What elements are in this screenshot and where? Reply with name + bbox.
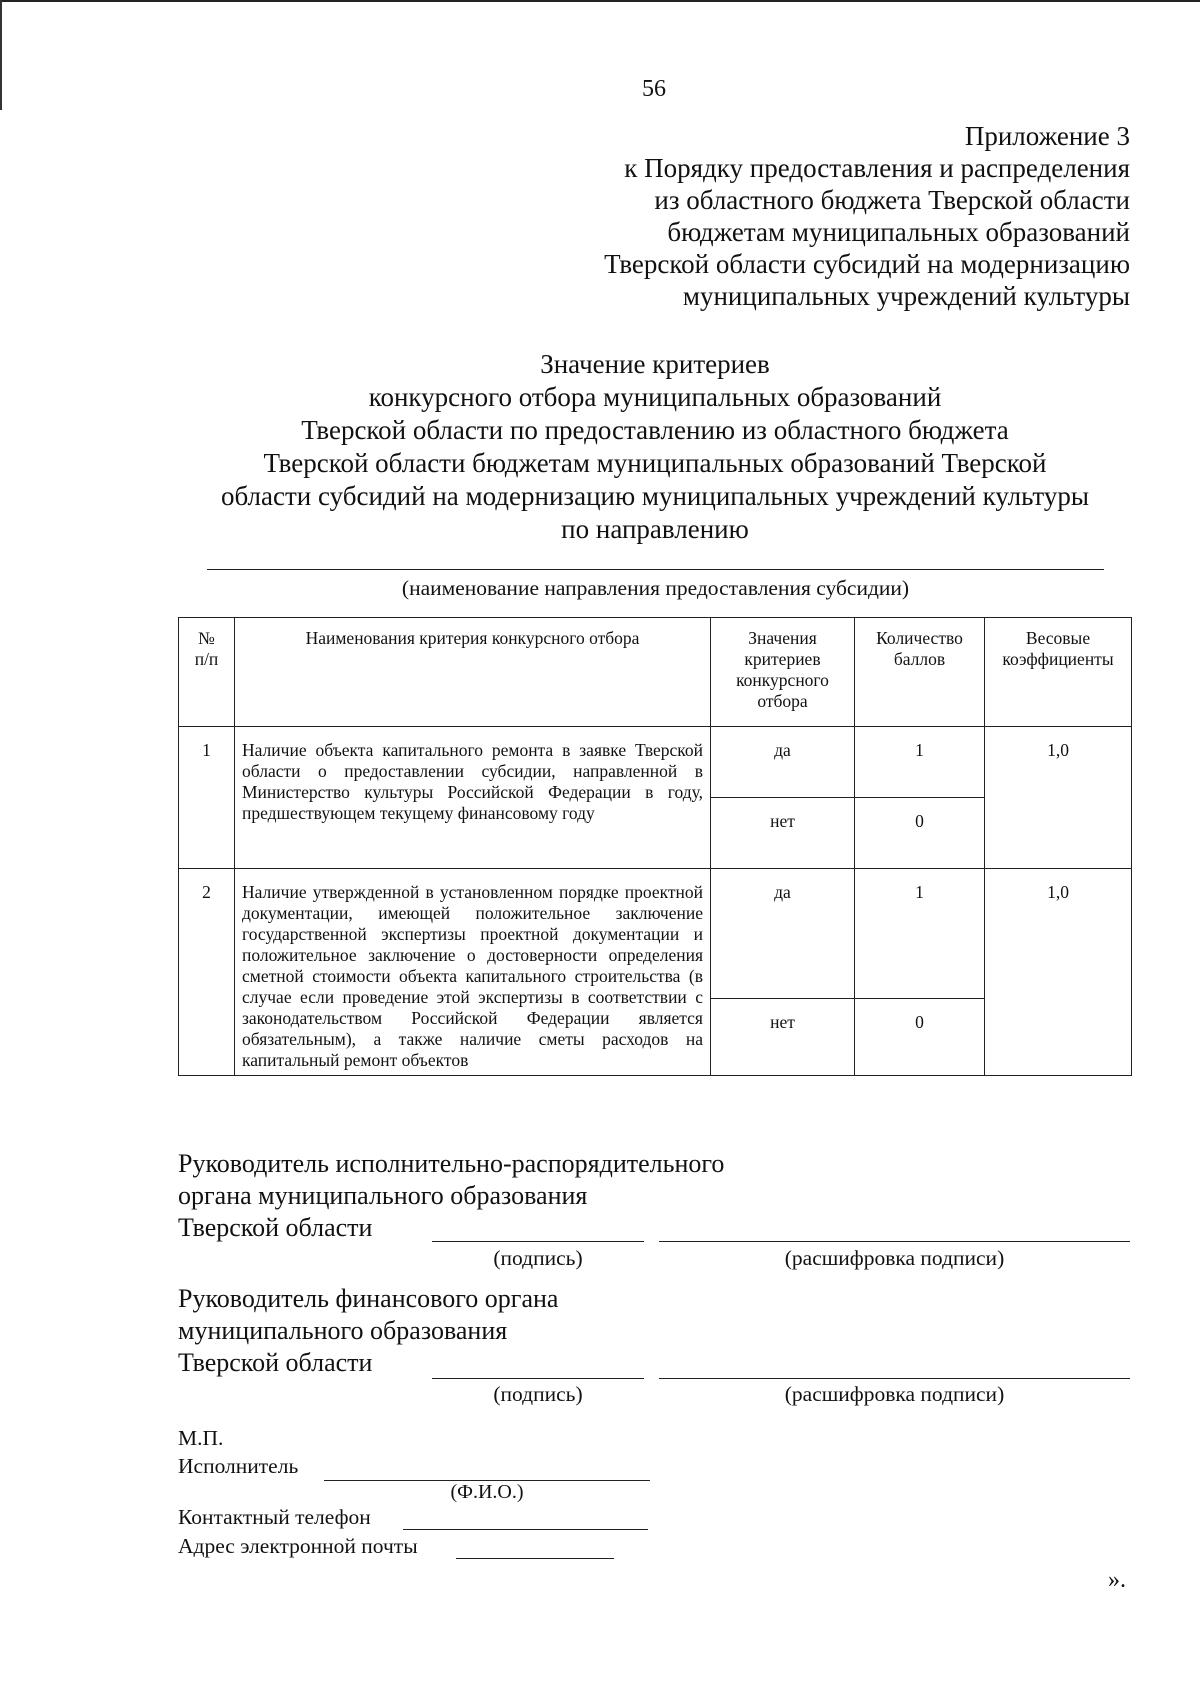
email-label: Адрес электронной почты <box>178 1534 418 1558</box>
criterion-score: 1 <box>855 869 985 999</box>
criterion-score: 1 <box>855 727 985 798</box>
title-line: Тверской области бюджетам муниципальных образований Тверской <box>263 448 1047 478</box>
criterion-value: да <box>711 869 855 999</box>
decoding-caption: (расшифровка подписи) <box>784 1382 1005 1406</box>
direction-caption: (наименование направления предоставления субсидии) <box>401 576 910 600</box>
criterion-value: нет <box>711 999 855 1076</box>
document-title <box>180 348 1130 546</box>
signature-decoding-field[interactable] <box>659 1378 1130 1379</box>
stamp-label: М.П. <box>178 1426 224 1450</box>
criterion-name: Наличие утвержденной в установленном порядке проектной документации, имеющей положительное заключение государственной экспертизы проектной документации и положительное заключение о достоверности определения сметной стоимости объекта капитального строительства (в случае если проведение этой экспертизы в соответствии с законодательством Российской Федерации является обязательным), а также наличие сметы расходов на капитальный ремонт объектов <box>235 869 711 1076</box>
appendix-line: Приложение 3 <box>964 121 1130 151</box>
appendix-heading <box>490 120 1130 312</box>
phone-field[interactable] <box>403 1529 648 1530</box>
table-row <box>179 727 1132 798</box>
appendix-line: бюджетам муниципальных образований <box>667 217 1130 247</box>
header-score: Количество баллов <box>855 618 985 727</box>
signature-block-line: Тверской области <box>178 1213 373 1242</box>
criterion-name: Наличие объекта капитального ремонта в заявке Тверской области о предоставлении субсидии, направленной в Министерство культуры Российской Федерации в году, предшествующем текущему финансовому году <box>235 727 711 869</box>
closing-quote: ». <box>1108 1567 1126 1593</box>
page-number: 56 <box>642 76 666 102</box>
appendix-line: муниципальных учреждений культуры <box>682 281 1130 311</box>
title-line: Тверской области по предоставлению из областного бюджета <box>301 415 1009 445</box>
head-executive-title <box>178 1148 724 1244</box>
row-number: 2 <box>179 869 235 1076</box>
appendix-line: из областного бюджета Тверской области <box>654 185 1130 215</box>
signature-decoding-field[interactable] <box>659 1241 1130 1242</box>
appendix-line: к Порядку предоставления и распределения <box>624 153 1130 183</box>
email-field[interactable] <box>456 1558 614 1559</box>
signature-caption: (подпись) <box>493 1246 583 1270</box>
direction-fill-line[interactable] <box>207 569 1104 570</box>
row-number: 1 <box>179 727 235 869</box>
signature-block-line: муниципального образования <box>178 1316 508 1345</box>
criterion-weight: 1,0 <box>985 727 1132 869</box>
head-financial-title <box>178 1283 558 1379</box>
criteria-table <box>178 617 1132 1076</box>
signature-block-line: Тверской области <box>178 1348 373 1377</box>
signature-block-line: органа муниципального образования <box>178 1181 588 1210</box>
decoding-caption: (расшифровка подписи) <box>784 1246 1005 1270</box>
appendix-line: Тверской области субсидий на модернизацию <box>604 249 1130 279</box>
title-line: Значение критериев <box>540 349 770 379</box>
criterion-score: 0 <box>855 999 985 1076</box>
signature-block-line: Руководитель исполнительно-распорядительного <box>178 1149 725 1178</box>
signature-caption: (подпись) <box>493 1382 583 1406</box>
criterion-weight: 1,0 <box>985 869 1132 1076</box>
signature-field[interactable] <box>432 1378 644 1379</box>
criterion-value: нет <box>711 798 855 869</box>
header-number: № п/п <box>179 618 235 727</box>
title-line: области субсидий на модернизацию муниципальных учреждений культуры <box>220 481 1090 511</box>
scan-edge-top <box>0 0 1200 2</box>
header-weight: Весовые коэффициенты <box>985 618 1132 727</box>
header-criterion-name: Наименования критерия конкурсного отбора <box>235 618 711 727</box>
fio-caption: (Ф.И.О.) <box>450 1481 524 1503</box>
phone-label: Контактный телефон <box>178 1505 371 1529</box>
header-criterion-value: Значения критериев конкурсного отбора <box>711 618 855 727</box>
title-line: конкурсного отбора муниципальных образований <box>368 382 942 412</box>
executor-label: Исполнитель <box>178 1454 299 1478</box>
title-line: по направлению <box>561 514 749 544</box>
table-header-row <box>179 618 1132 727</box>
signature-block-line: Руководитель финансового органа <box>178 1284 559 1313</box>
criterion-score: 0 <box>855 798 985 869</box>
table-row <box>179 869 1132 999</box>
signature-field[interactable] <box>432 1241 644 1242</box>
criterion-value: да <box>711 727 855 798</box>
